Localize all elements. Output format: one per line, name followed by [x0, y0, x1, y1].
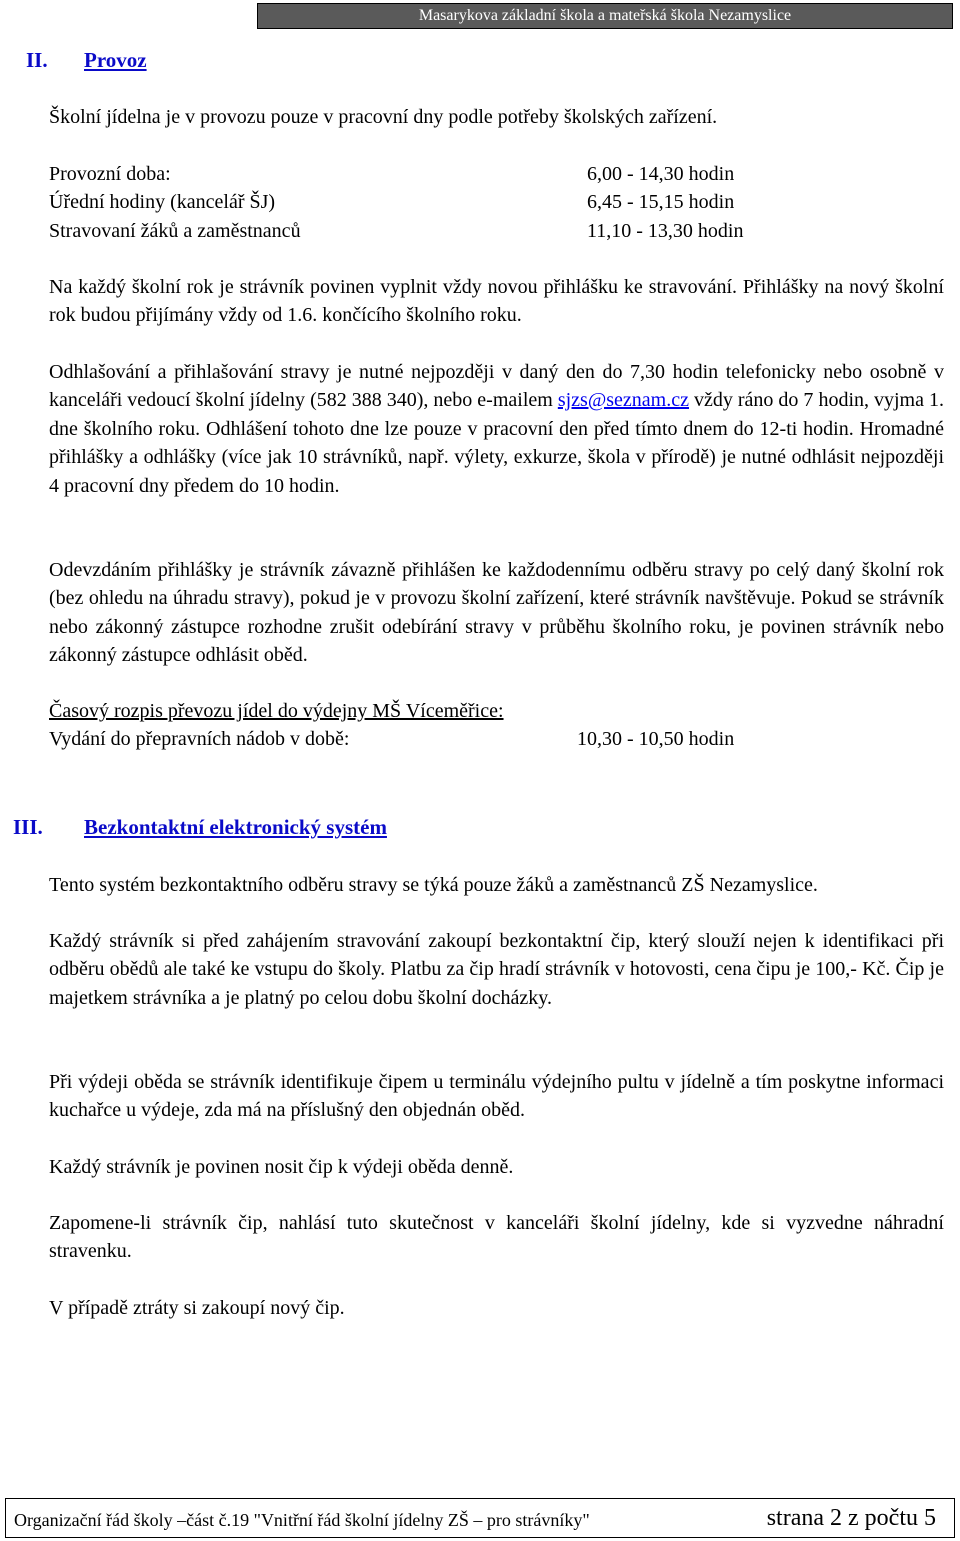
page-footer: [5, 1498, 955, 1538]
cancellation-text: Odhlašování a přihlašování stravy je nutné nejpozději v daný den do 7,30 hodin telefonicky nebo osobně v kanceláři vedoucí školní jídelny (582 388 340), nebo e-mailem: [49, 361, 944, 412]
transport-label: Vydání do přepravních nádob v době:: [49, 728, 350, 750]
hours-time: 11,10 - 13,30 hodin: [587, 220, 744, 242]
header-school-name: Masarykova základní škola a mateřská škola Nezamyslice: [257, 3, 953, 29]
intro-paragraph: Školní jídelna je v provozu pouze v pracovní dny podle potřeby školských zařízení.: [49, 106, 718, 128]
registration-paragraph: Na každý školní rok je strávník povinen vyplnit vždy novou přihlášku ke stravování. Přihlášky na nový školní rok budou přijímány vždy od 1.6. končícího školního roku.: [49, 276, 944, 327]
section-title: Provoz: [84, 48, 147, 72]
cancellation-text: vždy ráno do 7 hodin, vyjma 1. dne školního roku. Odhlášení tohoto dne lze pouze v pracovní den před tímto dnem do 12-ti hodin. Hromadné přihlášky a odhlášky (více jak 10 strávníků, např. výlety, exkurze, škola v přírodě) je nutné odhlásit nejpozději 4 pracovní dny předem do 10 hodin.: [49, 389, 944, 497]
footer-page-number: strana 2 z počtu 5: [766, 1505, 936, 1531]
carry-paragraph: Každý strávník je povinen nosit čip k výdeji oběda denně.: [49, 1156, 514, 1178]
hours-time: 6,00 - 14,30 hodin: [587, 163, 735, 185]
hours-label: Úřední hodiny (kancelář ŠJ): [49, 191, 276, 213]
hours-label: Provozní doba:: [49, 163, 171, 185]
system-paragraph: Tento systém bezkontaktního odběru stravy se týká pouze žáků a zaměstnanců ZŠ Nezamyslice.: [49, 874, 818, 896]
section-number: III.: [13, 815, 43, 839]
email-link[interactable]: sjzs@seznam.cz: [557, 389, 689, 412]
commitment-paragraph: Odevzdáním přihlášky je strávník závazně přihlášen ke každodennímu odběru stravy po celý daný školní rok (bez ohledu na úhradu stravy), pokud je v provozu školní zařízení, které strávník navštěvuje. Pokud se strávník nebo zákonný zástupce rozhodne zrušit odebírání stravy v průběhu školního roku, je povinen strávník nebo zákonný zástupce odhlásit oběd.: [49, 559, 944, 667]
transport-time: 10,30 - 10,50 hodin: [577, 728, 735, 750]
identify-paragraph: Při výdeji oběda se strávník identifikuje čipem u terminálu výdejního pultu v jídelně a tím poskytne informaci kuchařce u výdeje, zda má na příslušný den objednán oběd.: [49, 1071, 944, 1122]
chip-paragraph: Každý strávník si před zahájením stravování zakoupí bezkontaktní čip, který slouží nejen k identifikaci při odběru obědů ale také ke vstupu do školy. Platbu za čip hradí strávník v hotovosti, cena čipu je 100,- Kč. Čip je majetkem strávníka a je platný po celou dobu školní docházky.: [49, 930, 944, 1009]
transport-heading: Časový rozpis převozu jídel do výdejny MŠ Víceměřice:: [49, 700, 504, 722]
footer-document-title: Organizační řád školy –část č.19 "Vnitřní řád školní jídelny ZŠ – pro strávníky": [14, 1510, 590, 1530]
hours-label: Stravovaní žáků a zaměstnanců: [49, 220, 301, 242]
hours-time: 6,45 - 15,15 hodin: [587, 191, 735, 213]
section-title: Bezkontaktní elektronický systém: [84, 815, 387, 839]
loss-paragraph: V případě ztráty si zakoupí nový čip.: [49, 1297, 345, 1319]
forget-paragraph: Zapomene-li strávník čip, nahlásí tuto skutečnost v kanceláři školní jídelny, kde si vyzvedne náhradní stravenku.: [49, 1212, 944, 1263]
section-number: II.: [26, 48, 48, 72]
cancellation-paragraph: [49, 358, 944, 500]
